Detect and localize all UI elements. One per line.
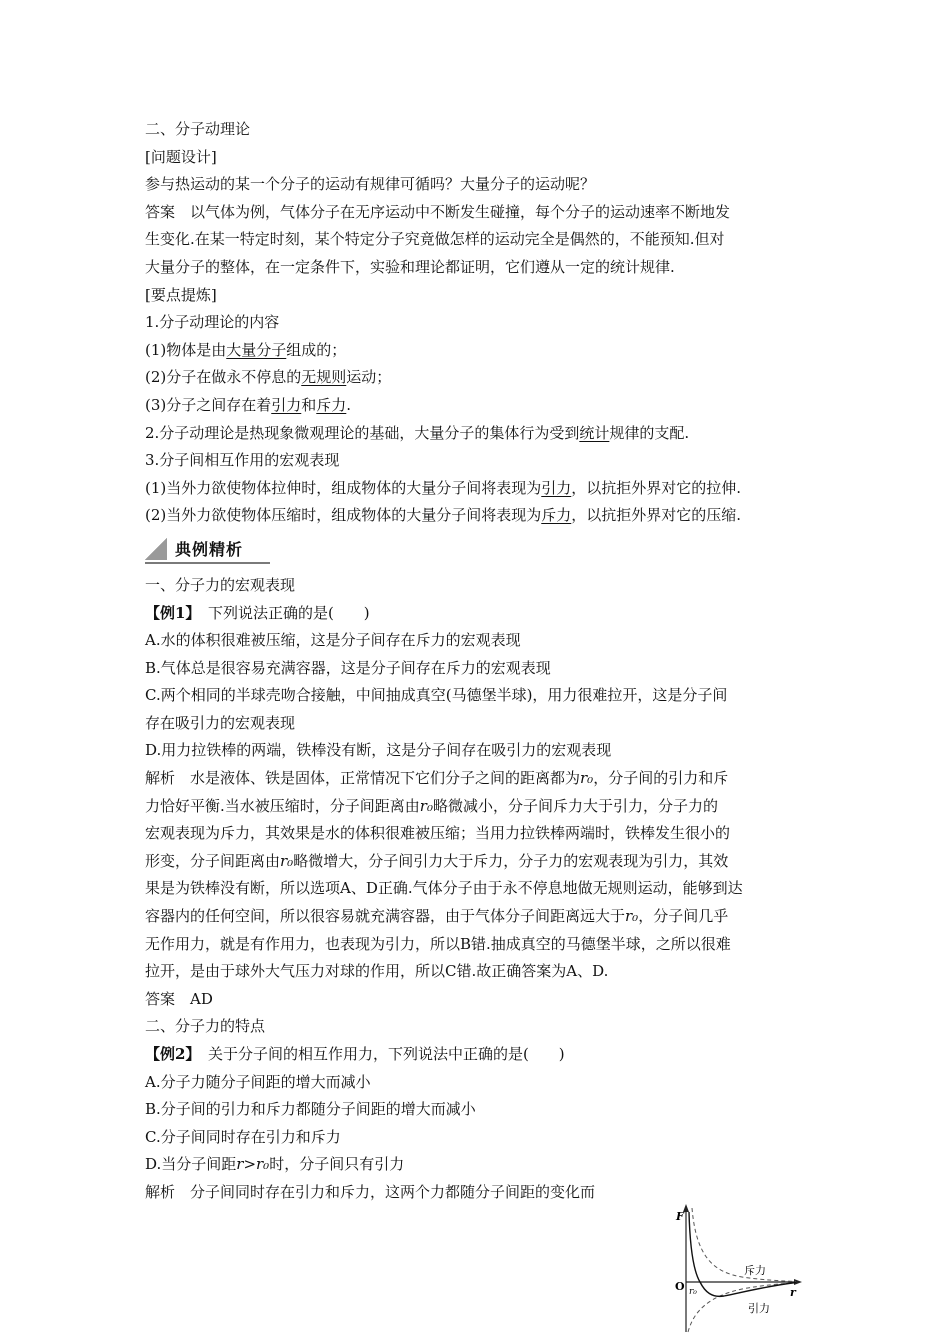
- r0-label: r₀: [689, 1287, 697, 1297]
- analysis-1-line-1-post: ，分子间的引力和斥: [593, 769, 729, 788]
- analysis-1-line-2-post: 略微减小，分子间斥力大于引力，分子力的: [432, 796, 718, 815]
- repulsion-label: 斥力: [744, 1264, 766, 1277]
- answer-line-1: 答案 以气体为例，气体分子在无序运动中不断发生碰撞，每个分子的运动速率不断地发: [145, 202, 731, 221]
- point-1c-post: .: [346, 395, 352, 414]
- example-2-option-d-pre: D.当分子间距: [145, 1155, 237, 1174]
- point-3-heading: 3.分子间相互作用的宏观表现: [145, 451, 340, 470]
- analysis-1-line-8: 拉开，是由于球外大气压力对球的作用，所以C错.故正确答案为A、D.: [145, 962, 609, 981]
- analysis-1-line-4: [145, 848, 825, 876]
- analysis-1-line-5: 果是为铁棒没有断，所以选项A、D正确.气体分子由于永不停息地做无规则运动，能够到达: [145, 879, 743, 898]
- point-2-blank: 统计: [579, 423, 610, 442]
- analysis-1-line-4-post: 略微增大，分子间引力大于斥力，分子力的宏观表现为引力，其效: [293, 851, 729, 870]
- r0-symbol: r₀: [580, 769, 594, 788]
- origin-label: O: [675, 1280, 685, 1293]
- analysis-1-line-6-pre: 容器内的任何空间，所以很容易就充满容器，由于气体分子间距离远大于: [145, 907, 626, 926]
- point-1-heading: 1.分子动理论的内容: [145, 313, 280, 332]
- r0-symbol: r₀: [256, 1155, 270, 1174]
- point-1b-blank: 无规则: [301, 368, 347, 387]
- analysis-1-line-1: [145, 765, 825, 793]
- point-1a: [145, 337, 825, 365]
- banner-triangle-icon: [145, 538, 167, 560]
- answer-line-2: 生变化.在某一特定时刻，某个特定分子究竟做怎样的运动完全是偶然的，不能预知.但对: [145, 230, 725, 249]
- analysis-1-line-4-pre: 形变，分子间距离由: [145, 851, 281, 870]
- point-3b: [145, 502, 825, 530]
- f-axis-arrow: [683, 1204, 689, 1212]
- examples-banner: [145, 536, 260, 564]
- analysis-1-line-3: 宏观表现为斥力，其效果是水的体积很难被压缩；当用力拉铁棒两端时，铁棒发生很小的: [145, 824, 731, 843]
- example-2-stem: 关于分子间的相互作用力，下列说法中正确的是( ): [192, 1045, 565, 1063]
- example-1-option-c-line-2: 存在吸引力的宏观表现: [145, 713, 296, 732]
- point-3b-post: ，以抗拒外界对它的压缩.: [571, 506, 742, 525]
- r-label: r: [790, 1286, 796, 1299]
- point-3a-blank: 引力: [541, 478, 572, 497]
- analysis-1-line-2: [145, 793, 825, 821]
- point-1b-pre: (2)分子在做永不停息的: [145, 368, 302, 387]
- point-3a-post: ，以抗拒外界对它的拉伸.: [571, 478, 742, 497]
- key-points-label: [要点提炼]: [145, 285, 217, 304]
- r0-symbol: r₀: [625, 907, 639, 926]
- point-1a-pre: (1)物体是由: [145, 340, 227, 359]
- point-2: [145, 420, 825, 448]
- question-design-label: [问题设计]: [145, 147, 217, 166]
- section-title: 二、分子动理论: [145, 120, 251, 138]
- point-3a-pre: (1)当外力欲使物体拉伸时，组成物体的大量分子间将表现为: [145, 478, 542, 497]
- point-1c: [145, 392, 825, 420]
- question-text: 参与热运动的某一个分子的运动有规律可循吗？大量分子的运动呢？: [145, 175, 596, 194]
- example-2-option-d-post: 时，分子间只有引力: [269, 1155, 405, 1174]
- example-1-question: [145, 600, 825, 628]
- banner-underline: [145, 562, 270, 564]
- point-3a: [145, 475, 825, 503]
- point-1c-mid: 和: [301, 395, 317, 414]
- document-body: [145, 116, 825, 1207]
- r0-symbol: r₀: [419, 796, 433, 815]
- point-3b-blank: 斥力: [541, 506, 572, 525]
- attraction-label: 引力: [748, 1302, 770, 1315]
- answer-line-3: 大量分子的整体，在一定条件下，实验和理论都证明，它们遵从一定的统计规律.: [145, 257, 675, 276]
- example-2-tag: 【例2】: [145, 1045, 193, 1063]
- analysis-1-line-6-post: ，分子间几乎: [638, 907, 729, 926]
- point-2-pre: 2.分子动理论是热现象微观理论的基础，大量分子的集体行为受到: [145, 423, 580, 442]
- point-1a-blank: 大量分子: [226, 340, 287, 359]
- answer-1: 答案 AD: [145, 989, 213, 1008]
- example-1-option-c-line-1: C.两个相同的半球壳吻合接触，中间抽成真空(马德堡半球)，用力很难拉开，这是分子间: [145, 686, 728, 705]
- example-1-option-a: A.水的体积很难被压缩，这是分子间存在斥力的宏观表现: [145, 631, 521, 650]
- analysis-1-line-7: 无作用力，就是有作用力，也表现为引力，所以B错.抽成真空的马德堡半球，之所以很难: [145, 934, 731, 953]
- subsection-1-title: 一、分子力的宏观表现: [145, 575, 296, 594]
- example-1-option-b: B.气体总是很容易充满容器，这是分子间存在斥力的宏观表现: [145, 658, 551, 677]
- point-3b-pre: (2)当外力欲使物体压缩时，组成物体的大量分子间将表现为: [145, 506, 542, 525]
- analysis-2-line-1: 解析 分子间同时存在引力和斥力，这两个力都随分子间距的变化而: [145, 1182, 596, 1201]
- point-1b-post: 运动；: [346, 368, 392, 387]
- analysis-1-line-6: [145, 903, 825, 931]
- point-1c-pre: (3)分子之间存在着: [145, 395, 272, 414]
- analysis-1-line-1-pre: 解析 水是液体、铁是固体，正常情况下它们分子之间的距离都为: [145, 769, 581, 788]
- subsection-2-title: 二、分子力的特点: [145, 1017, 266, 1036]
- example-1-stem: 下列说法正确的是( ): [192, 603, 370, 622]
- example-2-option-a: A.分子力随分子间距的增大而减小: [145, 1072, 371, 1091]
- gt-symbol: >: [243, 1155, 257, 1174]
- point-1c-blank-1: 引力: [271, 395, 302, 414]
- resultant-curve: [689, 1212, 796, 1296]
- banner-title: 典例精析: [175, 539, 244, 559]
- attraction-curve: [688, 1283, 796, 1332]
- point-1c-blank-2: 斥力: [316, 395, 347, 414]
- point-1a-post: 组成的；: [286, 340, 347, 359]
- point-1b: [145, 364, 825, 392]
- example-2-option-d: [145, 1151, 825, 1179]
- r0-symbol: r₀: [280, 851, 294, 870]
- example-2-option-c: C.分子间同时存在引力和斥力: [145, 1127, 341, 1146]
- analysis-1-line-2-pre: 力恰好平衡.当水被压缩时，分子间距离由: [145, 796, 420, 815]
- r-symbol: r: [236, 1155, 244, 1174]
- force-distance-graph: [672, 1200, 812, 1340]
- example-2-question: [145, 1041, 825, 1069]
- point-2-post: 规律的支配.: [609, 423, 690, 442]
- example-1-tag: 【例1】: [145, 603, 193, 622]
- f-label: F: [676, 1210, 684, 1223]
- example-1-option-d: D.用力拉铁棒的两端，铁棒没有断，这是分子间存在吸引力的宏观表现: [145, 741, 612, 760]
- example-2-option-b: B.分子间的引力和斥力都随分子间距的增大而减小: [145, 1100, 476, 1119]
